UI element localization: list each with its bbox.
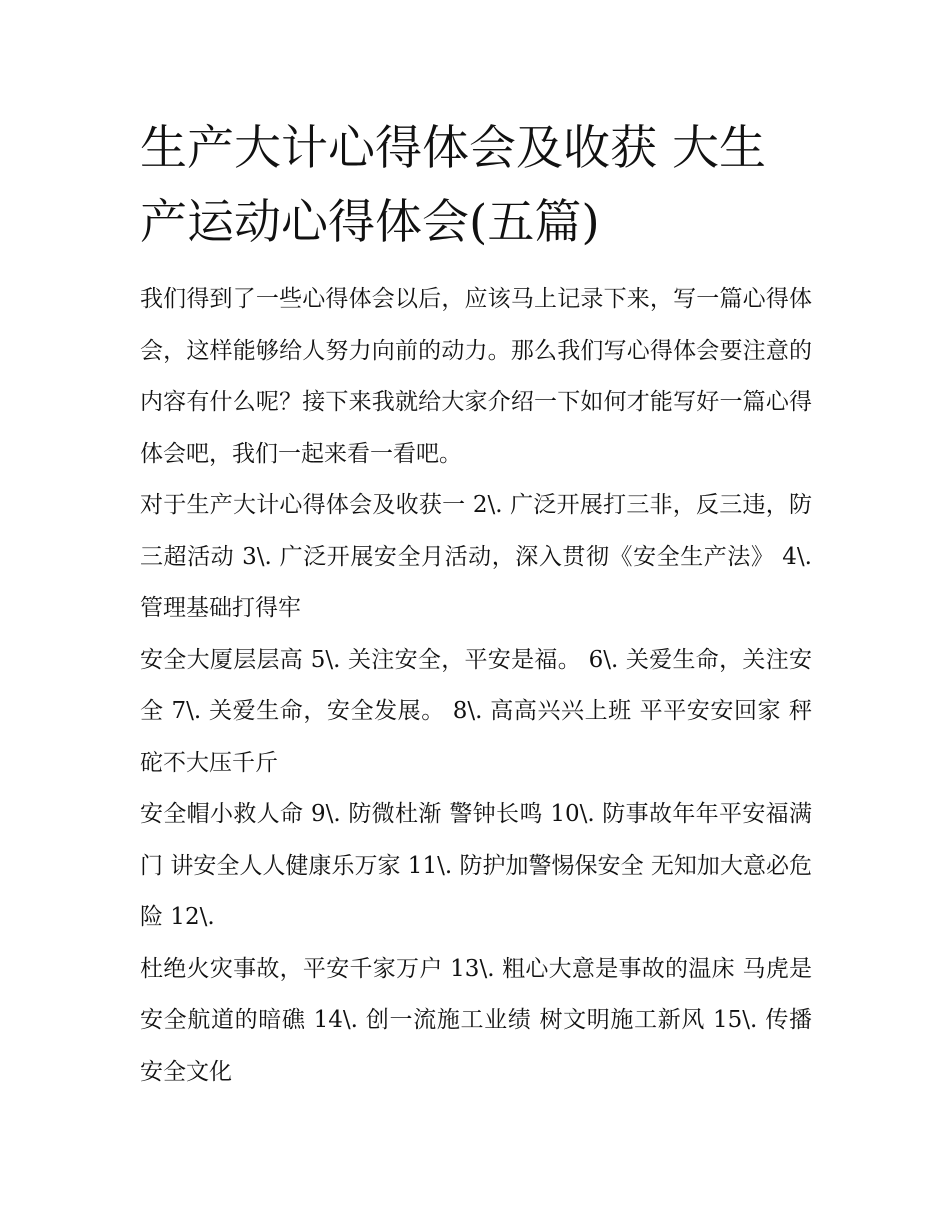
paragraph-slogans-3: 安全帽小救人命 9\. 防微杜渐 警钟长鸣 10\. 防事故年年平安福满门 讲安全人人健康乐万家 11\. 防护加警惕保安全 无知加大意必危险 12\.	[140, 801, 812, 930]
document-title: 生产大计心得体会及收获 大生产运动心得体会(五篇)	[140, 121, 766, 250]
document-page	[140, 112, 812, 1098]
paragraph-slogans-1: 对于生产大计心得体会及收获一 2\. 广泛开展打三非，反三违，防三超活动 3\. 广泛开展安全月活动，深入贯彻《安全生产法》 4\. 管理基础打得牢	[140, 492, 812, 621]
paragraph-slogans-4: 杜绝火灾事故，平安千家万户 13\. 粗心大意是事故的温床 马虎是安全航道的暗礁 14\. 创一流施工业绩 树文明施工新风 15\. 传播安全文化	[140, 955, 812, 1085]
paragraph-slogans-2: 安全大厦层层高 5\. 关注安全，平安是福。 6\. 关爱生命，关注安全 7\. 关爱生命，安全发展。 8\. 高高兴兴上班 平平安安回家 秤砣不大压千斤	[140, 646, 812, 776]
paragraph-intro: 我们得到了一些心得体会以后，应该马上记录下来，写一篇心得体会，这样能够给人努力向前的动力。那么我们写心得体会要注意的内容有什么呢？接下来我就给大家介绍一下如何才能写好一篇心得体会吧，我们一起来看一看吧。	[140, 286, 812, 467]
